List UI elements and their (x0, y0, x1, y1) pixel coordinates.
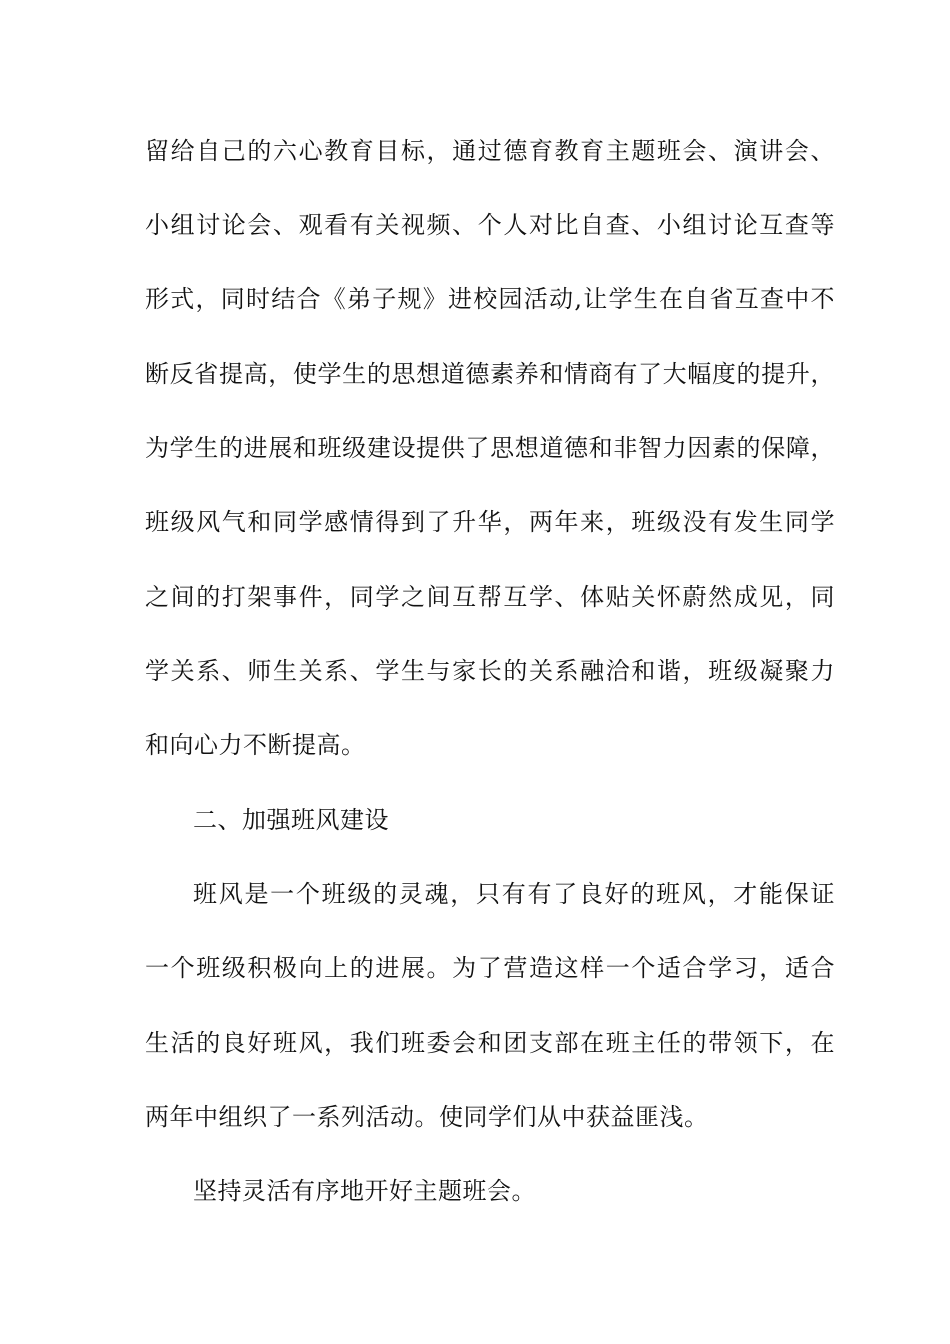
paragraph-first-line: 班风是一个班级的灵魂，只有有了良好的班风，才能保证 (193, 880, 835, 908)
paragraph-line: 留给自己的六心教育目标，通过德育教育主题班会、演讲会、 (145, 137, 835, 165)
paragraph-line: 生活的良好班风，我们班委会和团支部在班主任的带领下，在 (145, 1029, 835, 1057)
paragraph-first-line: 坚持灵活有序地开好主题班会。 (193, 1177, 536, 1205)
paragraph-line: 断反省提高，使学生的思想道德素养和情商有了大幅度的提升， (145, 360, 835, 388)
paragraph-line: 班级风气和同学感情得到了升华，两年来，班级没有发生同学 (145, 508, 835, 536)
paragraph-last-line: 和向心力不断提高。 (145, 731, 366, 759)
paragraph-last-line: 两年中组织了一系列活动。使同学们从中获益匪浅。 (145, 1103, 709, 1131)
paragraph-line: 小组讨论会、观看有关视频、个人对比自查、小组讨论互查等 (145, 211, 835, 239)
paragraph-line: 学关系、师生关系、学生与家长的关系融洽和谐，班级凝聚力 (145, 657, 835, 685)
paragraph-line: 为学生的进展和班级建设提供了思想道德和非智力因素的保障， (145, 434, 835, 462)
paragraph-line: 一个班级积极向上的进展。为了营造这样一个适合学习，适合 (145, 954, 835, 982)
section-heading: 二、加强班风建设 (193, 806, 389, 834)
paragraph-line: 之间的打架事件，同学之间互帮互学、体贴关怀蔚然成见，同 (145, 583, 835, 611)
paragraph-line: 形式，同时结合《弟子规》进校园活动,让学生在自省互查中不 (145, 285, 835, 313)
